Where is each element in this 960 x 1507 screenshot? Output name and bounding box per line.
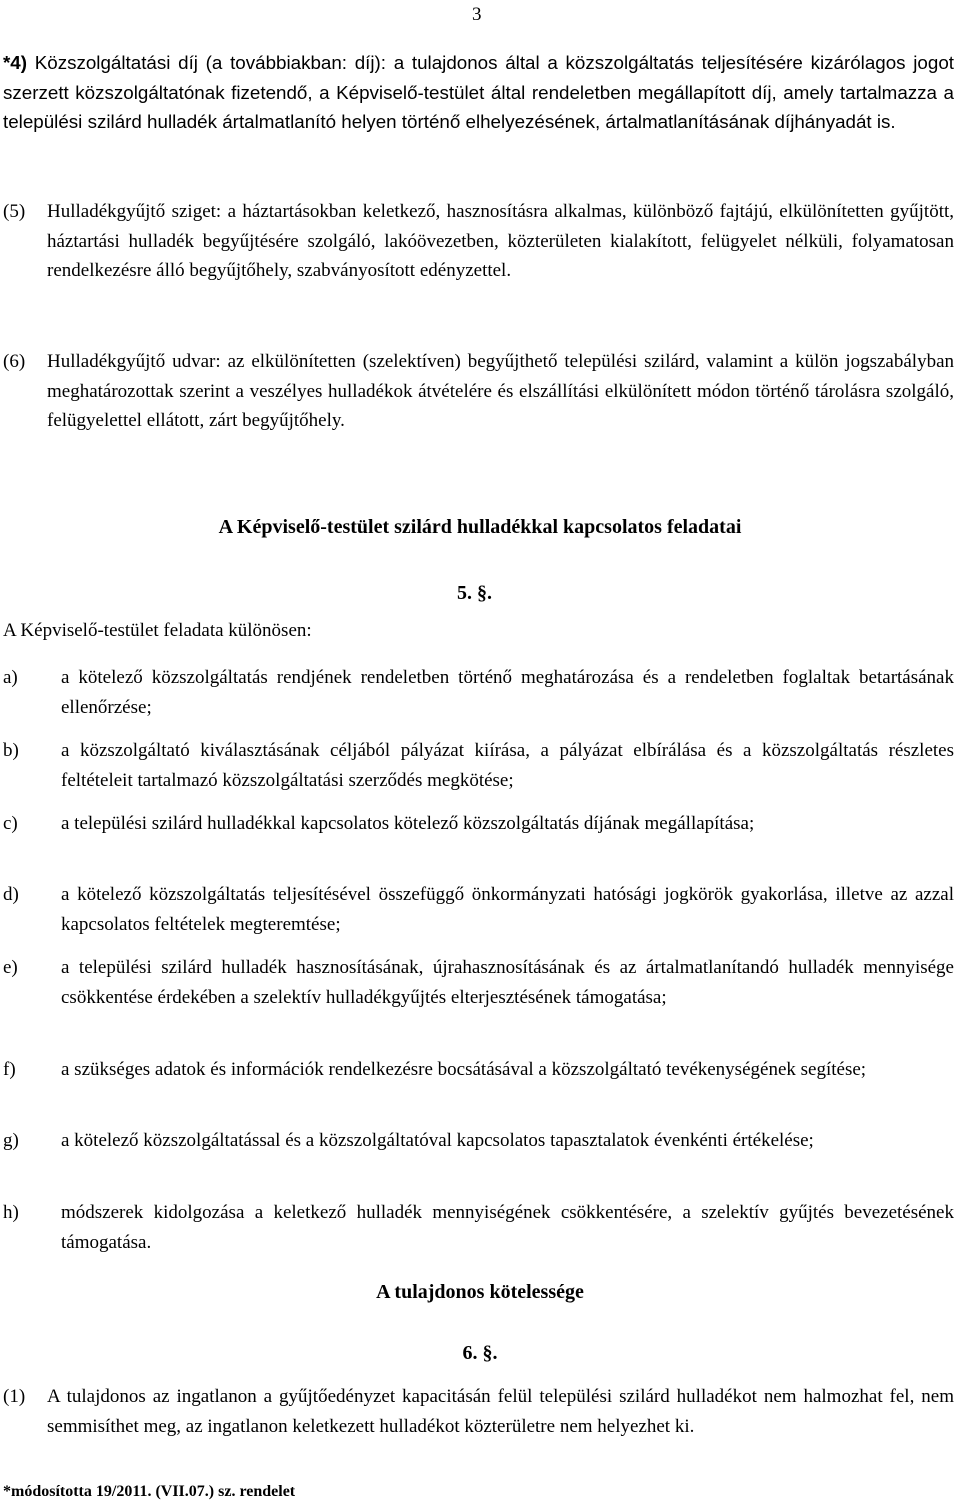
list-item <box>3 736 954 795</box>
tasks-intro: A Képviselő-testület feladata különösen: <box>3 620 312 641</box>
list-item-letter: f) <box>3 1059 16 1080</box>
page-number: 3 <box>472 4 482 25</box>
list-item-letter: a) <box>3 667 18 688</box>
paragraph-4-marker: *4) <box>3 52 28 73</box>
list-item-text: a települési szilárd hulladékkal kapcsolatos kötelező közszolgáltatás díjának megállapítása; <box>61 813 755 834</box>
list-item-text: a kötelező közszolgáltatás teljesítésével összefüggő önkormányzati hatósági jogkörök gyakorlása, illetve az azzal kapcsolatos feltételek megteremtése; <box>61 884 954 935</box>
list-item-letter: h) <box>3 1202 19 1223</box>
list-item-text: a kötelező közszolgáltatással és a közszolgáltatóval kapcsolatos tapasztalatok évenkénti értékelése; <box>61 1130 814 1151</box>
paragraph-6-number: (6) <box>3 351 26 372</box>
section-number-6: 6. §. <box>462 1342 498 1364</box>
paragraph-6-1 <box>3 1382 954 1441</box>
section-heading-owner-duties: A tulajdonos kötelessége <box>376 1281 584 1303</box>
list-item-text: a települési szilárd hulladék hasznosításának, újrahasznosításának és az ártalmatlanítandó hulladék mennyisége csökkentése érdekében a szelektív hulladékgyűjtés elterjesztésének támogatása; <box>61 957 954 1008</box>
list-item-letter: b) <box>3 740 19 761</box>
list-item-letter: c) <box>3 813 18 834</box>
section-heading-representative-tasks: A Képviselő-testület szilárd hulladékkal kapcsolatos feladatai <box>218 516 742 538</box>
paragraph-5 <box>3 197 954 286</box>
list-item-text: módszerek kidolgozása a keletkező hulladék mennyiségének csökkentésére, a szelektív gyűjtés bevezetésének támogatása. <box>61 1202 954 1253</box>
list-item-text: a közszolgáltató kiválasztásának céljából pályázat kiírása, a pályázat elbírálása és a közszolgáltatás részletes feltételeit tartalmazó közszolgáltatási szerződés megkötése; <box>61 740 954 791</box>
list-item-letter: d) <box>3 884 19 905</box>
section-number-5: 5. §. <box>457 582 492 604</box>
list-item <box>3 880 954 939</box>
list-item-text: a szükséges adatok és információk rendelkezésre bocsátásával a közszolgáltató tevékenységének segítése; <box>61 1059 867 1080</box>
list-item <box>3 1055 954 1085</box>
list-item <box>3 809 954 839</box>
paragraph-5-number: (5) <box>3 201 26 222</box>
paragraph-6-1-text: A tulajdonos az ingatlanon a gyűjtőedényzet kapacitásán felül települési szilárd hulladékot nem halmozhat fel, nem semmisíthet meg, az ingatlanon keletkezett hulladékot közterületre nem helyezhet ki. <box>47 1386 954 1437</box>
list-item-letter: e) <box>3 957 18 978</box>
list-item-letter: g) <box>3 1130 19 1151</box>
paragraph-5-text: Hulladékgyűjtő sziget: a háztartásokban keletkező, hasznosításra alkalmas, különböző fajtájú, elkülönítetten gyűjtött, háztartási hulladék begyűjtésére szolgáló, lakóövezetben, közterületen kialakított, felügyelet nélküli, folyamatosan rendelkezésre álló begyűjtőhely, szabványosított edényzettel. <box>47 201 954 282</box>
paragraph-4-text: Közszolgáltatási díj (a továbbiakban: díj): a tulajdonos által a közszolgáltatás teljesítésére kizárólagos jogot szerzett közszolgáltatónak fizetendő, a Képviselő-testület által rendeletben megállapított díj, amely tartalmazza a települési szilárd hulladék ártalmatlanító helyen történő elhelyezésének, ártalmatlanításának díjhányadát is. <box>3 52 954 133</box>
list-item-text: a kötelező közszolgáltatás rendjének rendeletben történő meghatározása és a rendeletben foglaltak betartásának ellenőrzése; <box>61 667 954 718</box>
list-item <box>3 1198 954 1257</box>
paragraph-6-text: Hulladékgyűjtő udvar: az elkülönítetten (szelektíven) begyűjthető települési szilárd, valamint a külön jogszabályban meghatározottak szerint a veszélyes hulladékok átvételére és elszállítási elkülönített módon történő tárolásra szolgáló, felügyelettel ellátott, zárt begyűjtőhely. <box>47 351 954 432</box>
paragraph-6-1-number: (1) <box>3 1386 26 1407</box>
paragraph-6 <box>3 347 954 436</box>
list-item <box>3 663 954 722</box>
list-item <box>3 953 954 1012</box>
paragraph-4 <box>3 48 954 137</box>
footnote: *módosította 19/2011. (VII.07.) sz. rendelet <box>3 1483 296 1500</box>
list-item <box>3 1126 954 1156</box>
